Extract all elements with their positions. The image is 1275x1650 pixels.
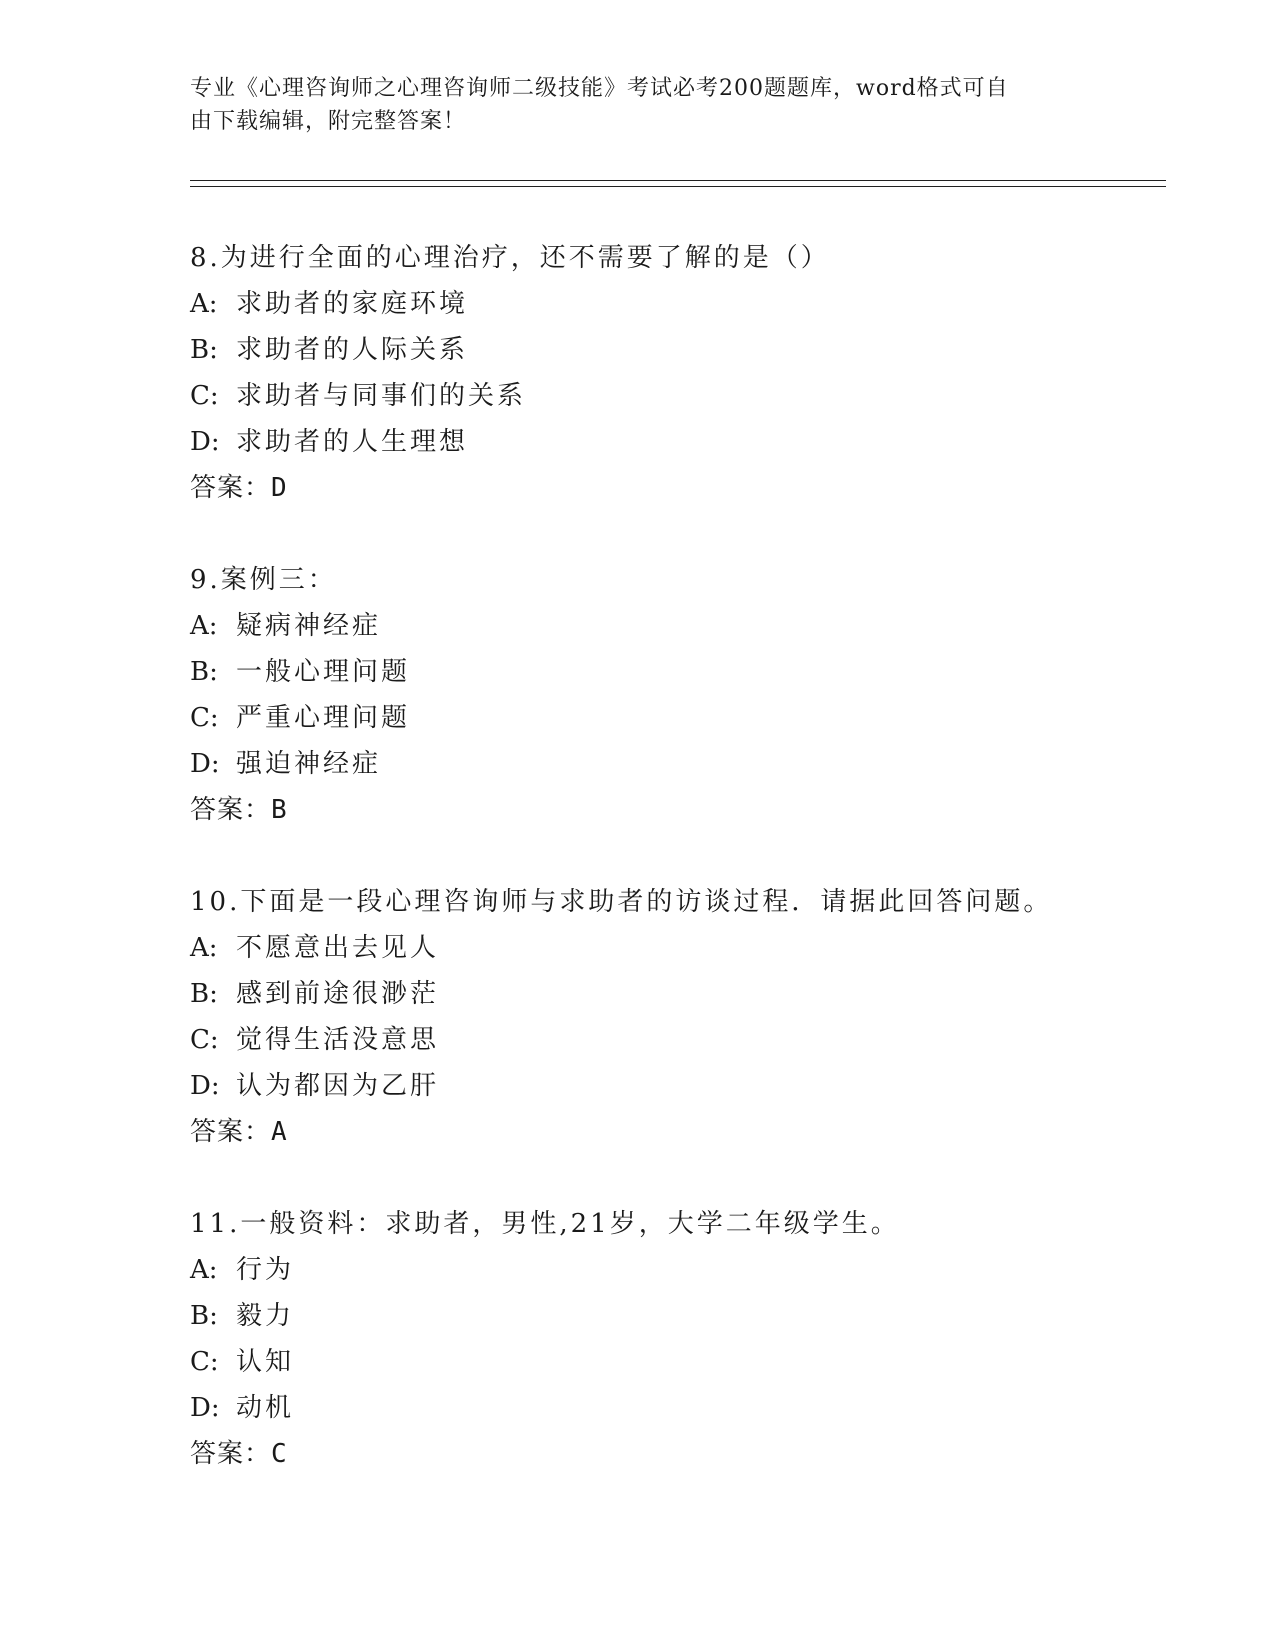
option-c — [190, 373, 1130, 419]
option-text: 求助者与同事们的关系 — [236, 381, 527, 411]
option-c — [190, 1339, 1130, 1385]
option-text: 强迫神经症 — [236, 749, 382, 779]
header-line-2: 由下载编辑，附完整答案！ — [190, 109, 467, 134]
document-header — [190, 72, 1090, 138]
option-b — [190, 1293, 1130, 1339]
option-c — [190, 1017, 1130, 1063]
answer-label: 答案： — [190, 1117, 272, 1147]
option-letter: A: — [190, 933, 218, 963]
option-d — [190, 1385, 1130, 1431]
question-10 — [190, 879, 1130, 1155]
question-8 — [190, 235, 1130, 511]
option-letter: B: — [190, 657, 218, 687]
answer-value: B — [271, 795, 288, 825]
option-letter: A: — [190, 611, 218, 641]
option-b — [190, 327, 1130, 373]
header-line-1: 专业《心理咨询师之心理咨询师二级技能》考试必考200题题库，word格式可自 — [190, 76, 1009, 101]
answer-label: 答案： — [190, 795, 272, 825]
option-c — [190, 695, 1130, 741]
question-stem: 10.下面是一段心理咨询师与求助者的访谈过程．请据此回答问题。 — [190, 887, 1053, 917]
answer-value: C — [271, 1439, 288, 1469]
option-letter: D: — [190, 427, 220, 457]
option-d — [190, 419, 1130, 465]
option-letter: D: — [190, 1393, 220, 1423]
option-d — [190, 1063, 1130, 1109]
option-letter: D: — [190, 749, 220, 779]
answer-label: 答案： — [190, 473, 272, 503]
question-11 — [190, 1201, 1130, 1477]
option-text: 一般心理问题 — [236, 657, 411, 687]
option-letter: A: — [190, 289, 218, 319]
option-text: 认为都因为乙肝 — [236, 1071, 440, 1101]
option-d — [190, 741, 1130, 787]
option-text: 疑病神经症 — [236, 611, 382, 641]
option-letter: B: — [190, 1301, 218, 1331]
option-text: 行为 — [236, 1255, 295, 1285]
option-letter: C: — [190, 381, 219, 411]
option-a — [190, 603, 1130, 649]
option-text: 毅力 — [236, 1301, 295, 1331]
option-a — [190, 281, 1130, 327]
answer-line — [190, 1109, 1130, 1155]
option-letter: C: — [190, 1347, 219, 1377]
option-text: 认知 — [236, 1347, 295, 1377]
option-letter: B: — [190, 979, 218, 1009]
answer-line — [190, 787, 1130, 833]
option-letter: C: — [190, 1025, 219, 1055]
question-stem: 9.案例三： — [190, 565, 337, 595]
option-text: 觉得生活没意思 — [236, 1025, 440, 1055]
answer-value: A — [271, 1117, 288, 1147]
option-letter: C: — [190, 703, 219, 733]
header-divider-bottom — [190, 186, 1166, 187]
option-letter: B: — [190, 335, 218, 365]
option-letter: A: — [190, 1255, 218, 1285]
option-text: 求助者的人际关系 — [236, 335, 469, 365]
option-text: 感到前途很渺茫 — [236, 979, 440, 1009]
question-stem: 8.为进行全面的心理治疗，还不需要了解的是（） — [190, 243, 830, 273]
option-text: 动机 — [236, 1393, 295, 1423]
option-text: 求助者的家庭环境 — [236, 289, 469, 319]
option-letter: D: — [190, 1071, 220, 1101]
option-b — [190, 971, 1130, 1017]
answer-line — [190, 465, 1130, 511]
answer-label: 答案： — [190, 1439, 272, 1469]
option-text: 求助者的人生理想 — [236, 427, 469, 457]
option-text: 不愿意出去见人 — [236, 933, 440, 963]
option-a — [190, 1247, 1130, 1293]
option-b — [190, 649, 1130, 695]
question-stem: 11.一般资料：求助者，男性,21岁，大学二年级学生。 — [190, 1209, 900, 1239]
option-text: 严重心理问题 — [236, 703, 411, 733]
answer-line — [190, 1431, 1130, 1477]
header-divider-top — [190, 180, 1166, 181]
question-9 — [190, 557, 1130, 833]
option-a — [190, 925, 1130, 971]
answer-value: D — [271, 473, 288, 503]
